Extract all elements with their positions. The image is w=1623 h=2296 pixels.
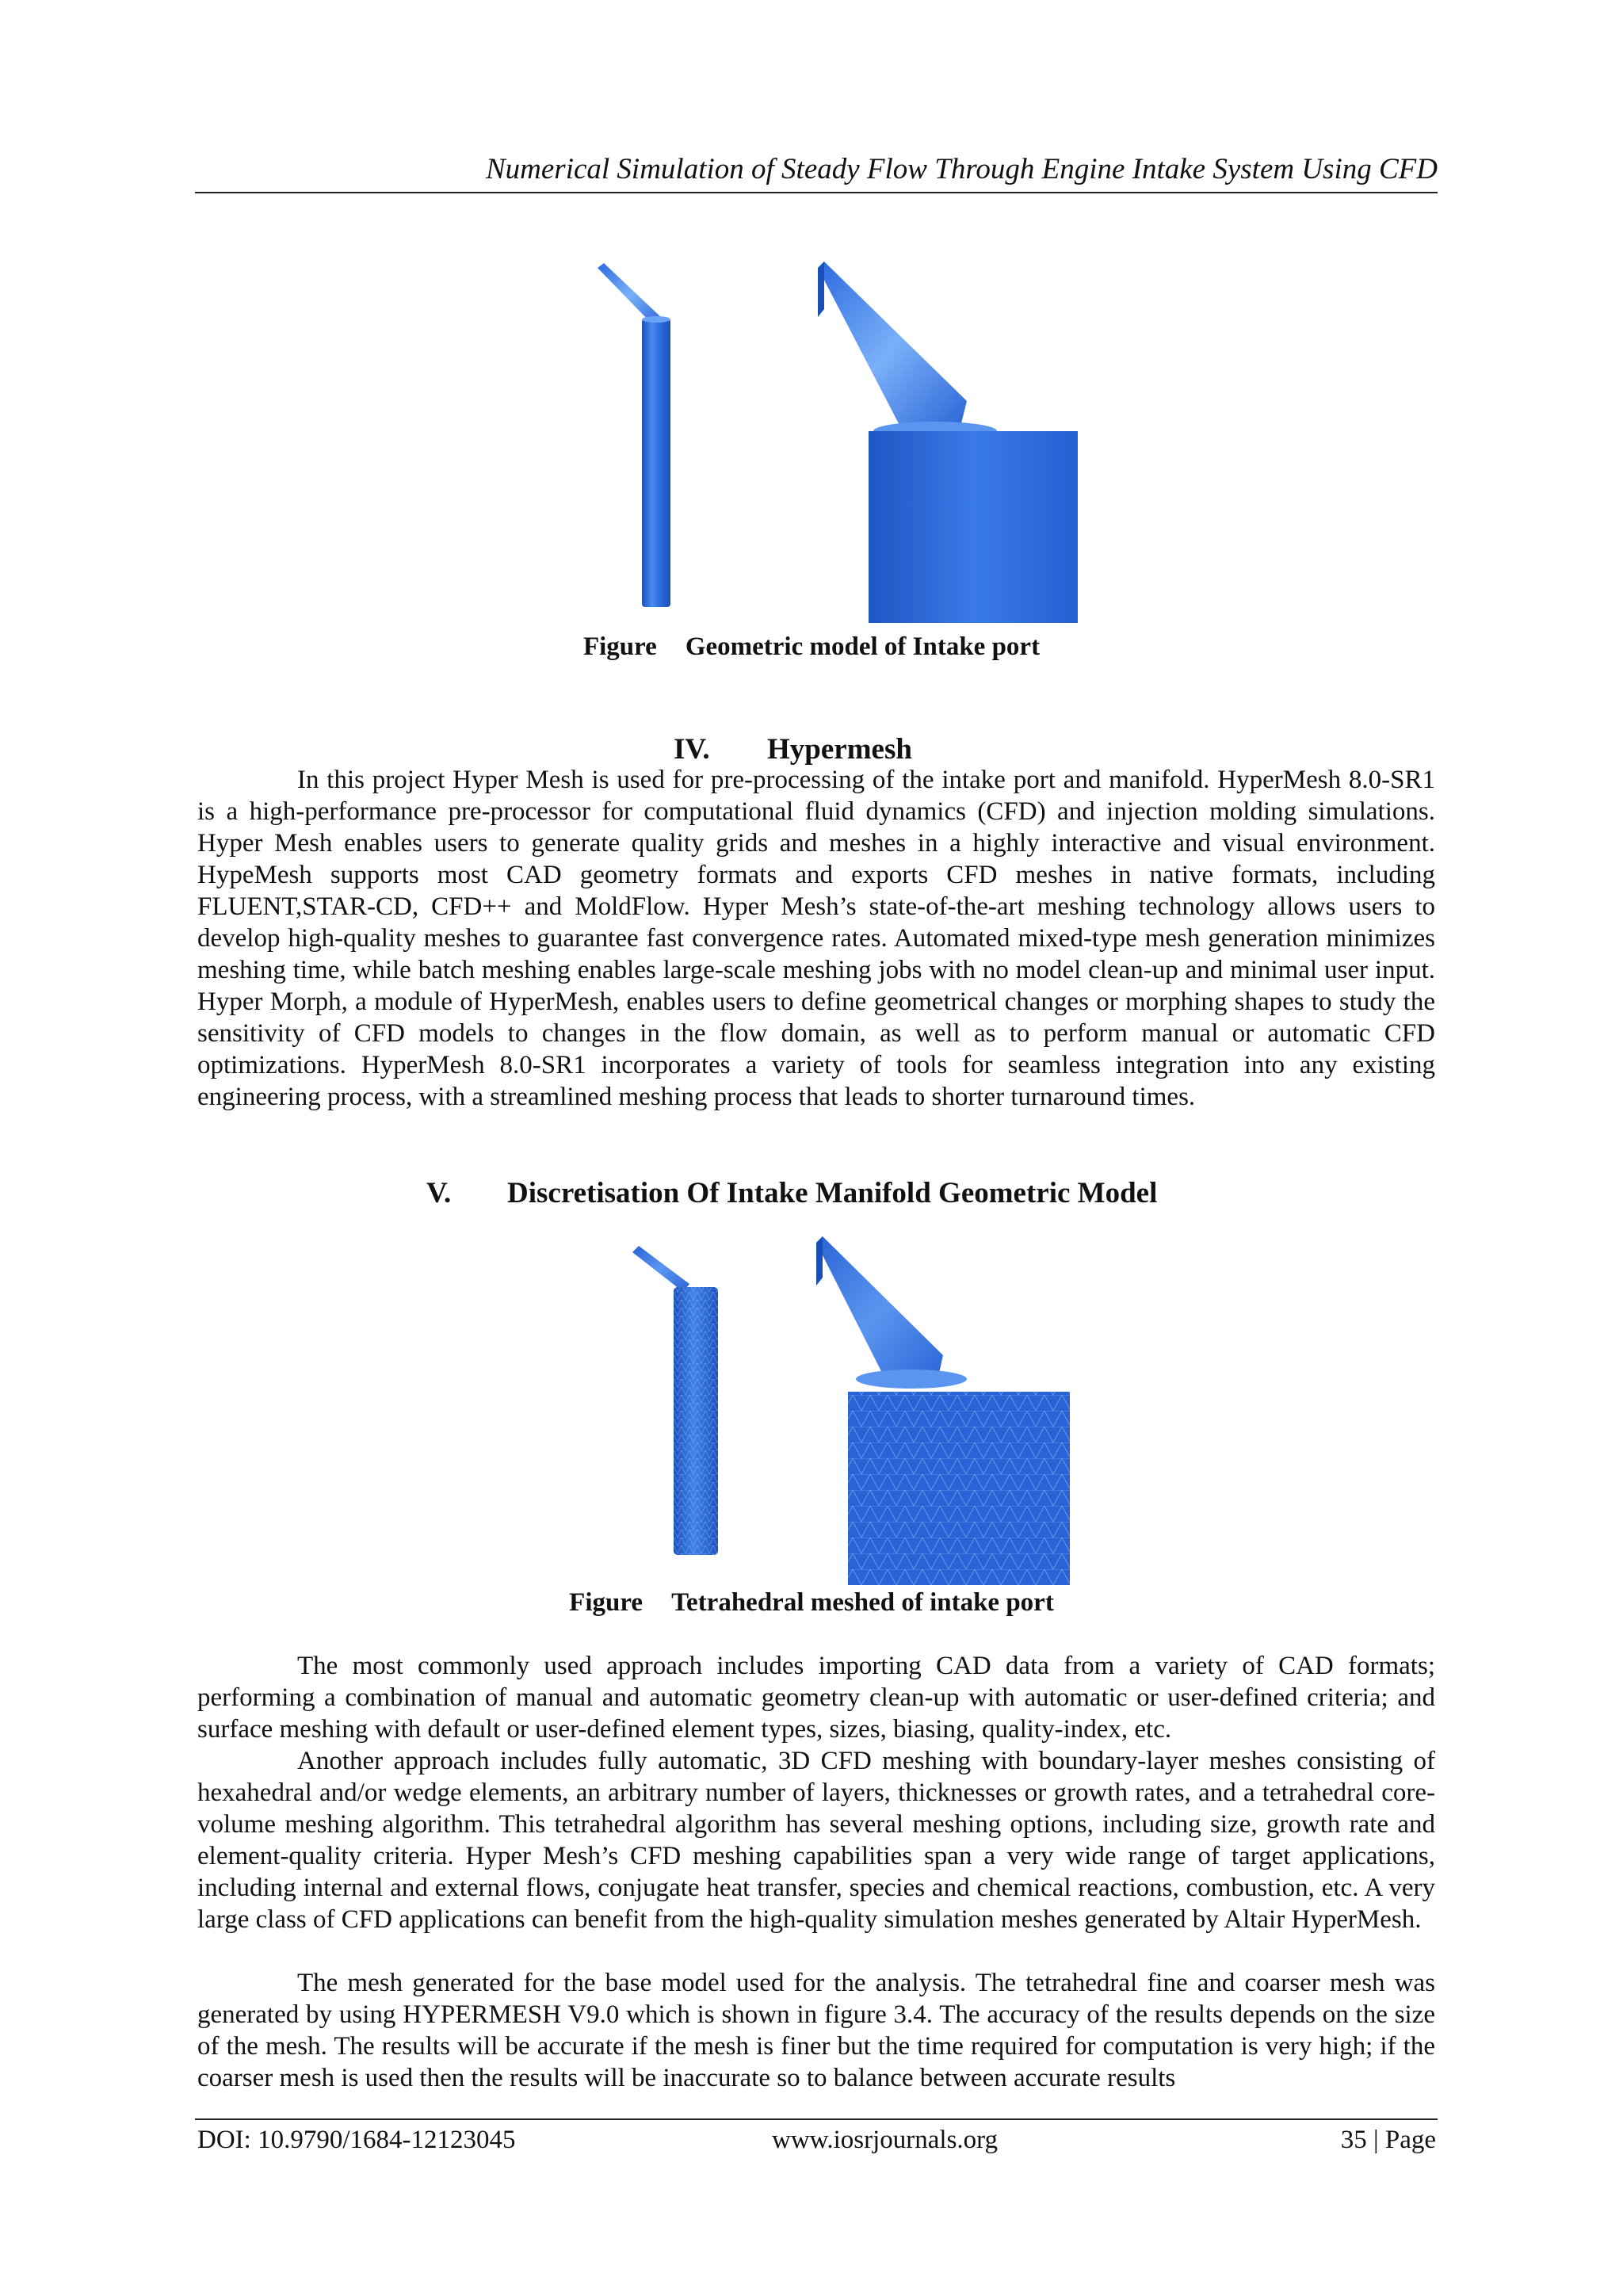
figure-tetrahedral-mesh-caption: [0, 1587, 1623, 1618]
footer-website: www.iosrjournals.org: [772, 2126, 999, 2154]
thin-meshed-port: [632, 1246, 718, 1555]
section-heading-hypermesh: [674, 732, 912, 767]
wide-meshed-port: [816, 1236, 1070, 1585]
body-paragraph: The most commonly used approach includes importing CAD data from a variety of CAD formats; performing a combination of manual and automatic geometry clean-up with automatic or user-defined criteria; and surface meshing with default or user-defined element types, sizes, biasing, quality-index, etc.: [197, 1652, 1435, 1744]
figure-tetrahedral-mesh-image: [626, 1236, 1070, 1585]
hypermesh-paragraph: In this project Hyper Mesh is used for pre-processing of the intake port and manifold. HyperMesh 8.0-SR1 is a high-performance pre-processor for computational fluid dynamics (CFD) and injection molding simulations. Hyper Mesh enables users to generate quality grids and meshes in a highly interactive and visual environment. HypeMesh supports most CAD geometry formats and exports CFD meshes in native formats, including FLUENT,STAR-CD, CFD++ and MoldFlow. Hyper Mesh’s state-of-the-art meshing technology allows users to develop high-quality meshes to guarantee fast convergence rates. Automated mixed-type mesh generation minimizes meshing time, while batch meshing enables large-scale meshing jobs with no model clean-up and minimal user input. Hyper Morph, a module of HyperMesh, enables users to define geometrical changes or morphing shapes to study the sensitivity of CFD models to changes in the flow domain, as well as to perform manual or automatic CFD optimizations. HyperMesh 8.0-SR1 incorporates a variety of tools for seamless integration into any existing engineering process, with a streamlined meshing process that leads to shorter turnaround times.: [197, 766, 1435, 1111]
figure-geometric-model-caption: [0, 631, 1623, 663]
footer-rule: [195, 2118, 1438, 2120]
section-title: Discretisation Of Intake Manifold Geometric Model: [507, 1177, 1158, 1209]
running-header: Numerical Simulation of Steady Flow Through Engine Intake System Using CFD: [485, 153, 1438, 185]
figure-caption-text: Geometric model of Intake port: [685, 632, 1041, 661]
section-number: IV.: [674, 733, 710, 766]
footer-page-number: 35 | Page: [1340, 2126, 1436, 2154]
section-title: Hypermesh: [767, 733, 912, 766]
body-paragraph: Another approach includes fully automatic, 3D CFD meshing with boundary-layer meshes consisting of hexahedral and/or wedge elements, an arbitrary number of layers, thicknesses or growth rates, and a tetrahedral core-volume meshing algorithm. This tetrahedral algorithm has several meshing options, including size, growth rate and element-quality criteria. Hyper Mesh’s CFD meshing capabilities span a very wide range of target applications, including internal and external flows, conjugate heat transfer, species and chemical reactions, combustion, etc. A very large class of CFD applications can benefit from the high-quality simulation meshes generated by Altair HyperMesh.: [197, 1747, 1435, 1934]
figure-caption-text: Tetrahedral meshed of intake port: [671, 1588, 1054, 1617]
body-paragraph: The mesh generated for the base model used for the analysis. The tetrahedral fine and coarser mesh was generated by using HYPERMESH V9.0 which is shown in figure 3.4. The accuracy of the results depends on the size of the mesh. The results will be accurate if the mesh is finer but the time required for computation is very high; if the coarser mesh is used then the results will be inaccurate so to balance between accurate results: [197, 1969, 1435, 2092]
footer-doi: DOI: 10.9790/1684-12123045: [197, 2126, 516, 2154]
figure-label: Figure: [569, 1588, 643, 1617]
figure-geometric-model-image: [586, 262, 1078, 634]
wide-port-model: [818, 262, 1078, 623]
thin-port-model: [598, 263, 670, 607]
header-rule: [195, 192, 1438, 193]
figure-label: Figure: [582, 632, 657, 661]
section-heading-discretisation: [426, 1176, 1157, 1211]
section-number: V.: [426, 1177, 452, 1209]
